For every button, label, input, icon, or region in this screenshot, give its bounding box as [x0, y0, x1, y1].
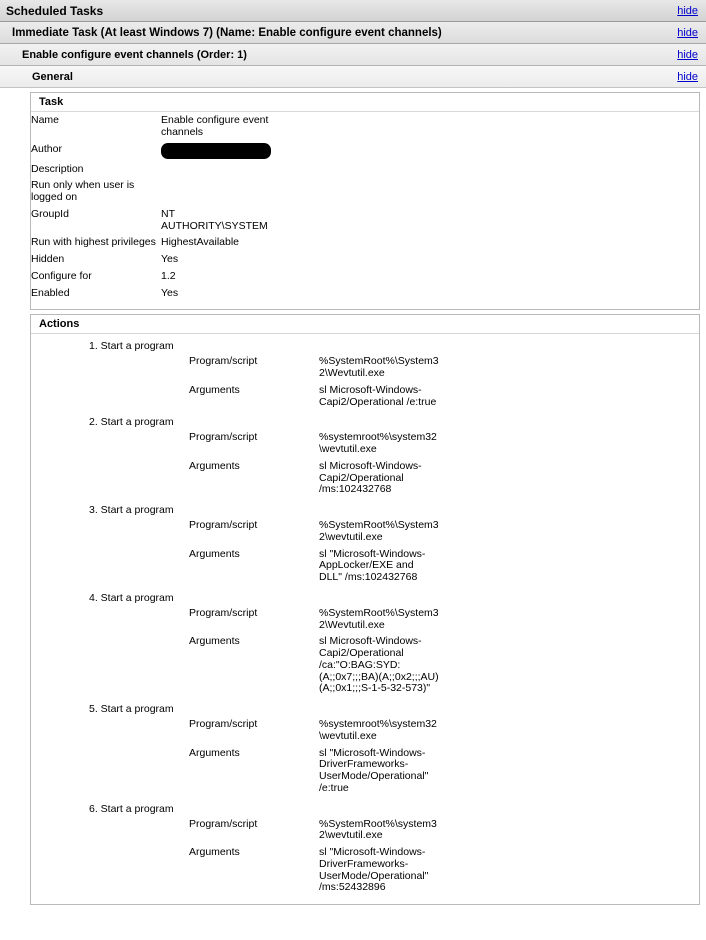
action-property-value [319, 548, 444, 588]
actions-section-body [31, 334, 699, 904]
immediate-task-title: Immediate Task (At least Windows 7) (Name: Enable configure event channels) [12, 26, 442, 39]
task-property-value [161, 253, 286, 270]
action-property-value [319, 818, 444, 847]
task-property-label: Run with highest privileges [31, 236, 156, 249]
action-property-row [31, 635, 699, 699]
task-property-spacer [286, 114, 699, 143]
action-property-row [31, 818, 699, 847]
task-property-spacer [286, 236, 699, 253]
action-property-value-text: %SystemRoot%\System32\Wevtutil.exe [319, 355, 439, 379]
action-property-value-text: sl Microsoft-Windows-Capi2/Operational /e:true [319, 383, 437, 408]
action-property-label: Arguments [189, 846, 240, 858]
action-property-spacer [444, 460, 699, 500]
action-properties-table [31, 519, 699, 588]
action-property-value [319, 460, 444, 500]
task-property-row [31, 270, 699, 287]
action-property-value [319, 519, 444, 548]
task-property-value [161, 179, 286, 208]
action-property-spacer [444, 635, 699, 699]
action-property-value-text: sl Microsoft-Windows-Capi2/Operational /ms:102432768 [319, 459, 422, 496]
action-property-value-text: sl Microsoft-Windows-Capi2/Operational /ca:"O:BAG:SYD:(A;;0x7;;;BA)(A;;0x2;;;AU)(A;;0x1;;;S-1-5-32-573)" [319, 635, 439, 695]
action-property-label: Program/script [189, 519, 258, 531]
task-properties-table [31, 114, 699, 303]
action-properties-table [31, 607, 699, 699]
action-properties-table [31, 355, 699, 412]
task-property-value-text: Yes [161, 253, 179, 265]
task-property-value [161, 114, 286, 143]
task-property-label: Hidden [31, 253, 65, 265]
actions-section [30, 314, 700, 905]
action-properties-table [31, 431, 699, 500]
action-item-title: 1. Start a program [89, 340, 174, 353]
task-property-spacer [286, 208, 699, 237]
action-item [31, 590, 699, 699]
action-property-label: Program/script [189, 606, 258, 619]
task-property-value-text: NT AUTHORITY\SYSTEM [161, 207, 268, 232]
section-bar-enable-configure [0, 44, 706, 66]
task-property-label: Configure for [31, 269, 92, 282]
task-property-value-text: HighestAvailable [161, 236, 240, 249]
action-item-title: 5. Start a program [89, 703, 174, 715]
general-title: General [32, 70, 73, 83]
hide-link-immediate-task[interactable]: hide [677, 26, 698, 39]
action-item-title: 4. Start a program [89, 591, 174, 604]
action-property-label: Arguments [189, 459, 240, 472]
action-property-value-text: sl "Microsoft-Windows-DriverFrameworks-UserMode/Operational" /ms:52432896 [319, 846, 432, 894]
section-bar-general [0, 66, 706, 88]
task-property-spacer [286, 143, 699, 163]
action-property-spacer [444, 607, 699, 636]
redaction-bar [161, 143, 271, 159]
action-property-value-text: %systemroot%\system32\wevtutil.exe [319, 431, 437, 455]
action-property-row [31, 519, 699, 548]
action-property-value [319, 355, 444, 384]
action-properties-table [31, 818, 699, 899]
action-properties-table [31, 718, 699, 799]
action-item [31, 502, 699, 588]
action-property-row [31, 747, 699, 799]
action-property-label: Arguments [189, 547, 240, 560]
scheduled-tasks-title: Scheduled Tasks [6, 3, 104, 18]
task-property-label: Run only when user is logged on [31, 179, 135, 203]
task-property-row [31, 287, 699, 304]
task-property-spacer [286, 270, 699, 287]
task-property-spacer [286, 253, 699, 270]
action-property-label: Arguments [189, 746, 240, 759]
action-property-row [31, 384, 699, 413]
task-property-value-text: 1.2 [161, 269, 176, 282]
action-property-row [31, 548, 699, 588]
section-bar-scheduled-tasks [0, 0, 706, 22]
hide-link-enable-configure[interactable]: hide [677, 48, 698, 61]
action-property-row [31, 460, 699, 500]
action-item-title: 6. Start a program [89, 802, 174, 815]
action-property-row [31, 846, 699, 898]
action-property-value-text: sl "Microsoft-Windows-DriverFrameworks-UserMode/Operational" /e:true [319, 746, 432, 794]
task-property-value [161, 143, 286, 163]
action-property-value [319, 607, 444, 636]
actions-section-heading: Actions [31, 315, 699, 334]
action-property-row [31, 718, 699, 747]
action-item-title: 2. Start a program [89, 416, 174, 429]
action-property-row [31, 355, 699, 384]
task-property-row [31, 179, 699, 208]
action-property-label: Arguments [189, 635, 240, 648]
task-property-value [161, 270, 286, 287]
task-property-label: Enabled [31, 286, 70, 299]
action-property-value-text: %SystemRoot%\System32\Wevtutil.exe [319, 606, 439, 631]
task-property-label: Author [31, 142, 62, 155]
action-property-spacer [444, 355, 699, 384]
action-property-label: Arguments [189, 383, 240, 396]
action-property-row [31, 431, 699, 460]
action-item [31, 701, 699, 799]
action-property-spacer [444, 747, 699, 799]
task-section-body [31, 112, 699, 309]
hide-link-scheduled-tasks[interactable]: hide [677, 4, 698, 17]
task-property-value [161, 236, 286, 253]
enable-configure-title: Enable configure event channels (Order: 1) [22, 48, 247, 61]
task-property-label: Description [31, 162, 84, 175]
action-item [31, 414, 699, 500]
task-property-value [161, 163, 286, 180]
action-property-value-text: %systemroot%\system32\wevtutil.exe [319, 718, 437, 742]
action-item [31, 801, 699, 899]
task-property-row [31, 114, 699, 143]
action-property-spacer [444, 548, 699, 588]
task-property-row [31, 163, 699, 180]
action-property-spacer [444, 384, 699, 413]
task-property-spacer [286, 163, 699, 180]
task-property-row [31, 143, 699, 163]
action-property-value [319, 384, 444, 413]
action-property-label: Program/script [189, 355, 258, 368]
action-property-value [319, 846, 444, 898]
action-property-value [319, 431, 444, 460]
action-property-row [31, 607, 699, 636]
task-property-spacer [286, 287, 699, 304]
task-property-spacer [286, 179, 699, 208]
task-property-value [161, 208, 286, 237]
task-property-row [31, 253, 699, 270]
action-property-label: Program/script [189, 817, 258, 830]
action-property-value [319, 718, 444, 747]
action-property-value [319, 635, 444, 699]
task-property-row [31, 208, 699, 237]
action-property-value-text: %SystemRoot%\system32\wevtutil.exe [319, 817, 437, 842]
action-property-spacer [444, 519, 699, 548]
action-property-spacer [444, 718, 699, 747]
section-bar-immediate-task [0, 22, 706, 44]
action-property-value [319, 747, 444, 799]
action-property-label: Program/script [189, 431, 258, 444]
task-property-value [161, 287, 286, 304]
task-property-value-text: Enable configure event channels [161, 114, 272, 138]
action-property-value-text: sl "Microsoft-Windows-AppLocker/EXE and DLL" /ms:102432768 [319, 547, 426, 583]
action-property-label: Program/script [189, 718, 258, 730]
task-section [30, 92, 700, 310]
hide-link-general[interactable]: hide [677, 70, 698, 83]
task-property-label: GroupId [31, 207, 69, 220]
task-property-label: Name [31, 114, 60, 126]
action-property-spacer [444, 846, 699, 898]
task-property-value-text: Yes [161, 286, 179, 299]
action-property-spacer [444, 818, 699, 847]
action-item [31, 338, 699, 412]
task-property-row [31, 236, 699, 253]
action-property-spacer [444, 431, 699, 460]
action-item-title: 3. Start a program [89, 504, 174, 516]
task-section-heading: Task [31, 93, 699, 112]
action-property-value-text: %SystemRoot%\System32\wevtutil.exe [319, 519, 439, 543]
